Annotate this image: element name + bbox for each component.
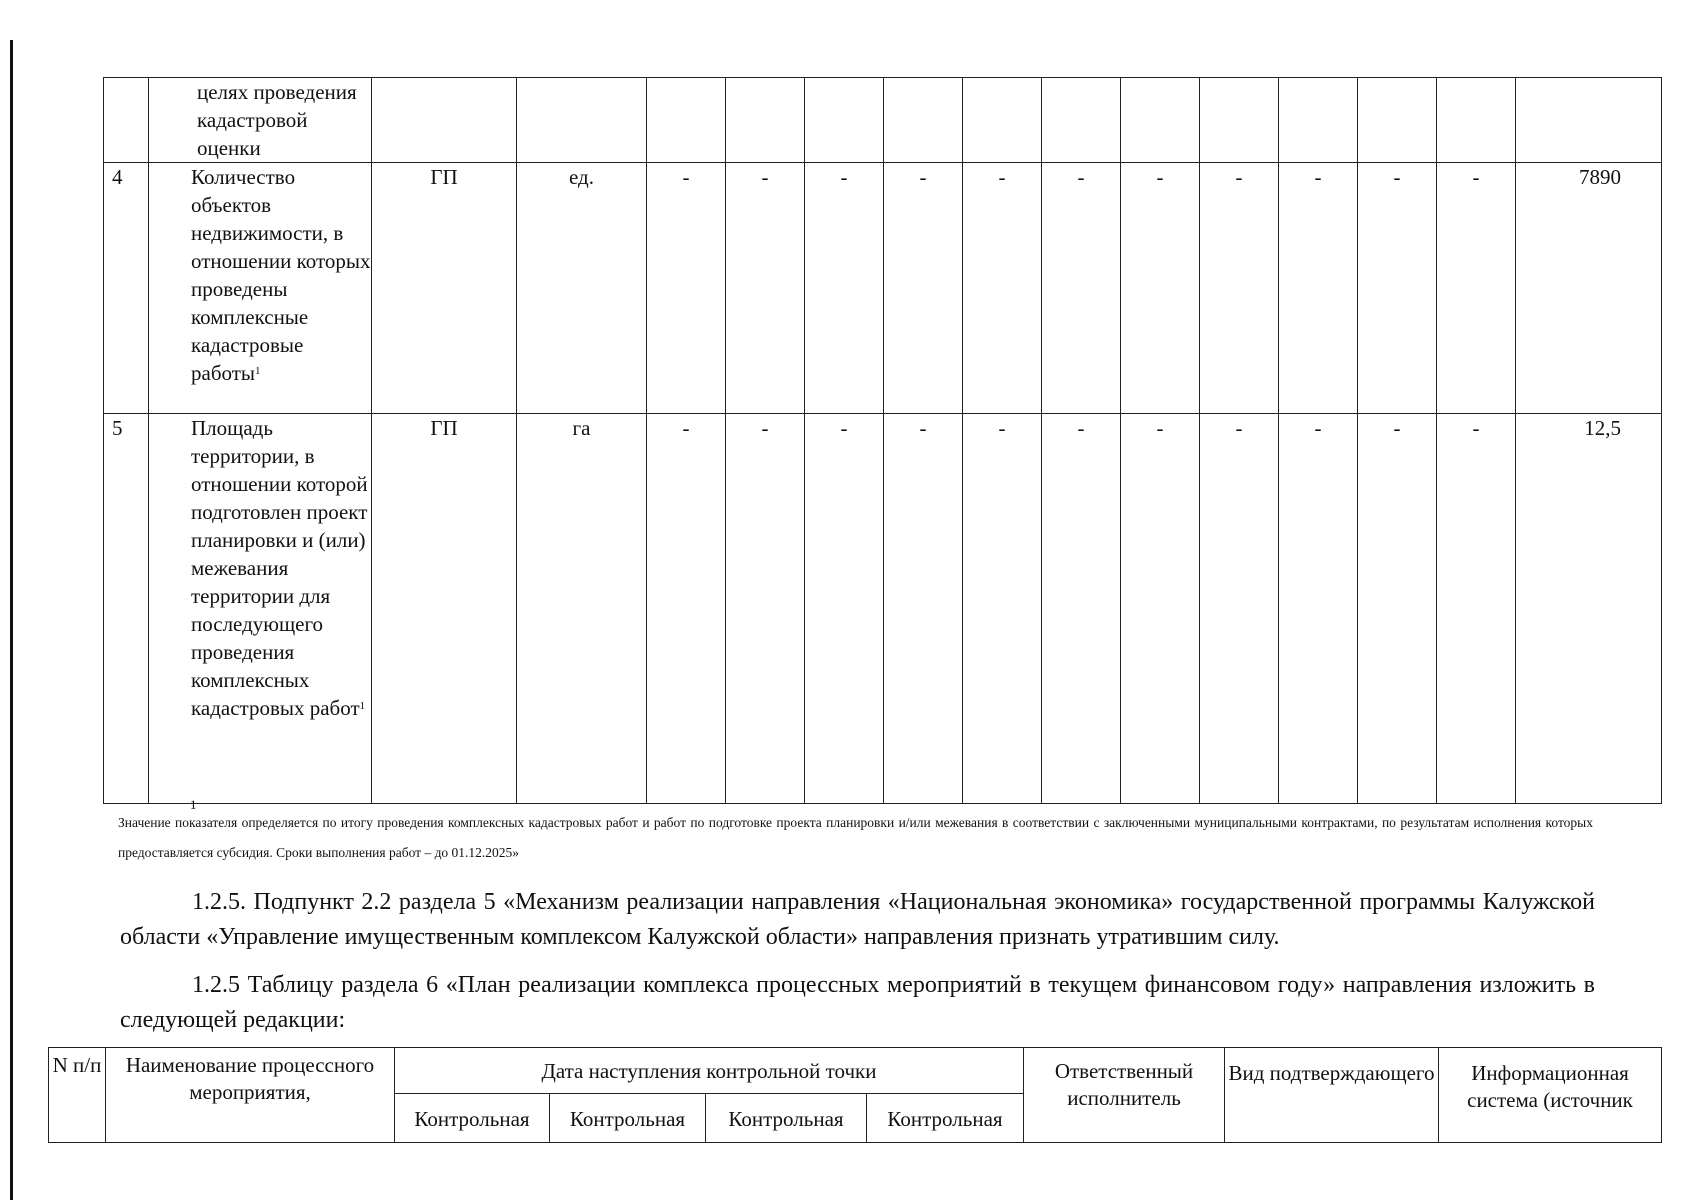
table-header-row [49, 1048, 1662, 1094]
value-cell: - [1121, 163, 1200, 414]
header-number: N п/п [49, 1048, 106, 1143]
value-cell: 7890 [1516, 163, 1662, 414]
row-number: 5 [104, 414, 149, 804]
indicator-name: целях проведения кадастровой оценки [149, 78, 372, 163]
unit-cell [517, 78, 647, 163]
value-cell [805, 78, 884, 163]
value-cell: - [1437, 163, 1516, 414]
unit-cell: га [517, 414, 647, 804]
footnote-ref: 1 [255, 365, 261, 377]
value-cell: - [647, 163, 726, 414]
table-row [104, 414, 1662, 804]
row-number: 4 [104, 163, 149, 414]
value-cell: - [1121, 414, 1200, 804]
header-checkpoint: Контрольная [706, 1094, 867, 1143]
header-document-type: Вид подтверждающего [1225, 1048, 1439, 1143]
footnote-ref: 1 [359, 700, 366, 712]
value-cell: - [1279, 414, 1358, 804]
value-cell: - [963, 163, 1042, 414]
value-cell: - [963, 414, 1042, 804]
header-checkpoint: Контрольная [550, 1094, 706, 1143]
value-cell: - [726, 163, 805, 414]
header-checkpoint: Контрольная [395, 1094, 550, 1143]
value-cell: - [726, 414, 805, 804]
value-cell: - [1358, 414, 1437, 804]
header-checkpoint: Контрольная [867, 1094, 1024, 1143]
footnote-text: Значение показателя определяется по итогу проведения комплексных кадастровых работ и работ по подготовке проекта планировки и/или межевания в соответствии с заключенными муниципальными контрактами, по результатам исполнения которых предоставляется субсидия. Сроки выполнения работ – до 01.12.2025» [118, 815, 1593, 860]
unit-cell: ед. [517, 163, 647, 414]
value-cell [963, 78, 1042, 163]
value-cell: - [1358, 163, 1437, 414]
value-cell [884, 78, 963, 163]
value-cell: - [805, 414, 884, 804]
value-cell: - [1437, 414, 1516, 804]
value-cell: - [1200, 414, 1279, 804]
value-cell [647, 78, 726, 163]
indicator-table [103, 77, 1662, 804]
paragraph-1-2-5-subclause: 1.2.5. Подпункт 2.2 раздела 5 «Механизм реализации направления «Национальная экономика» государственной программы Калужской области «Управление имущественным комплексом Калужской области» направления признать утратившим силу. [120, 889, 1595, 950]
level-cell: ГП [372, 163, 517, 414]
value-cell: - [647, 414, 726, 804]
header-responsible: Ответственный исполнитель [1024, 1048, 1225, 1143]
value-cell: - [1200, 163, 1279, 414]
paragraph-1-2-5-table: 1.2.5 Таблицу раздела 6 «План реализации комплекса процессных мероприятий в текущем финансовом году» направления изложить в следующей редакции: [120, 972, 1595, 1033]
table-row [104, 163, 1662, 414]
value-cell: - [1042, 163, 1121, 414]
table-row [104, 78, 1662, 163]
value-cell [1358, 78, 1437, 163]
left-margin-rule [10, 40, 13, 1200]
value-cell: - [1042, 414, 1121, 804]
value-cell: - [884, 414, 963, 804]
header-event-name: Наименование процессного мероприятия, [106, 1048, 395, 1143]
value-cell [1437, 78, 1516, 163]
footnote-mark: 1 [190, 797, 197, 812]
value-cell [1516, 78, 1662, 163]
value-cell [1279, 78, 1358, 163]
value-cell: - [1279, 163, 1358, 414]
level-cell: ГП [372, 414, 517, 804]
value-cell: - [884, 163, 963, 414]
value-cell [1121, 78, 1200, 163]
value-cell: 12,5 [1516, 414, 1662, 804]
row-number [104, 78, 149, 163]
header-checkpoint-date: Дата наступления контрольной точки [395, 1048, 1024, 1094]
plan-table [48, 1047, 1662, 1143]
value-cell: - [805, 163, 884, 414]
value-cell [726, 78, 805, 163]
indicator-name: Площадь территории, в отношении которой подготовлен проект планировки и (или) межевания территории для последующего проведения комплексных кадастровых работ$^1$ [149, 414, 372, 804]
header-information-system: Информационная система (источник [1439, 1048, 1662, 1143]
value-cell [1200, 78, 1279, 163]
value-cell [1042, 78, 1121, 163]
indicator-name: Количество объектов недвижимости, в отношении которых проведены комплексные кадастровые работы$^1$ [149, 163, 372, 414]
level-cell [372, 78, 517, 163]
